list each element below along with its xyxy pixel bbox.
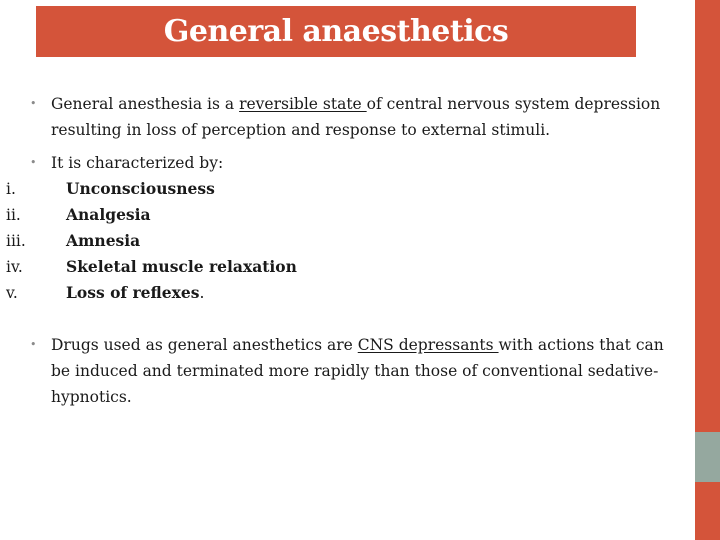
bullet-icon: • (30, 156, 37, 169)
underlined-term: reversible state (239, 95, 367, 113)
list-number: v. (6, 284, 18, 302)
list-item (6, 176, 406, 202)
slide-title: General anaesthetics (36, 6, 636, 57)
list-text: Amnesia (66, 231, 141, 250)
underlined-term: CNS depressants (357, 336, 499, 354)
bullet-drugs (30, 332, 670, 410)
list-number: iv. (6, 258, 23, 276)
list-text: Skeletal muscle relaxation (66, 257, 297, 276)
list-item (6, 202, 406, 228)
bullet-definition (30, 91, 670, 143)
bullet-text: General anesthesia is a reversible state of central nervous system depression resulting in loss of perception and response to external stimuli. (51, 95, 661, 139)
bullet-characterized (30, 150, 670, 176)
bullet-icon: • (30, 97, 37, 110)
list-text: Unconsciousness (66, 179, 215, 198)
list-number: i. (6, 180, 16, 198)
right-accent-bar (695, 0, 720, 540)
list-item (6, 280, 406, 306)
bullet-text: Drugs used as general anesthetics are CNS depressants with actions that can be induced and terminated more rapidly than those of conventional sedative-hypnotics. (51, 336, 664, 406)
bullet-text: It is characterized by: (51, 154, 224, 172)
list-item (6, 228, 406, 254)
list-text: Loss of reflexes. (66, 283, 205, 302)
list-number: ii. (6, 206, 21, 224)
right-accent-gray-block (695, 432, 720, 482)
list-text: Analgesia (66, 205, 151, 224)
characteristics-list (6, 176, 406, 306)
bullet-icon: • (30, 338, 37, 351)
list-item (6, 254, 406, 280)
list-number: iii. (6, 232, 26, 250)
